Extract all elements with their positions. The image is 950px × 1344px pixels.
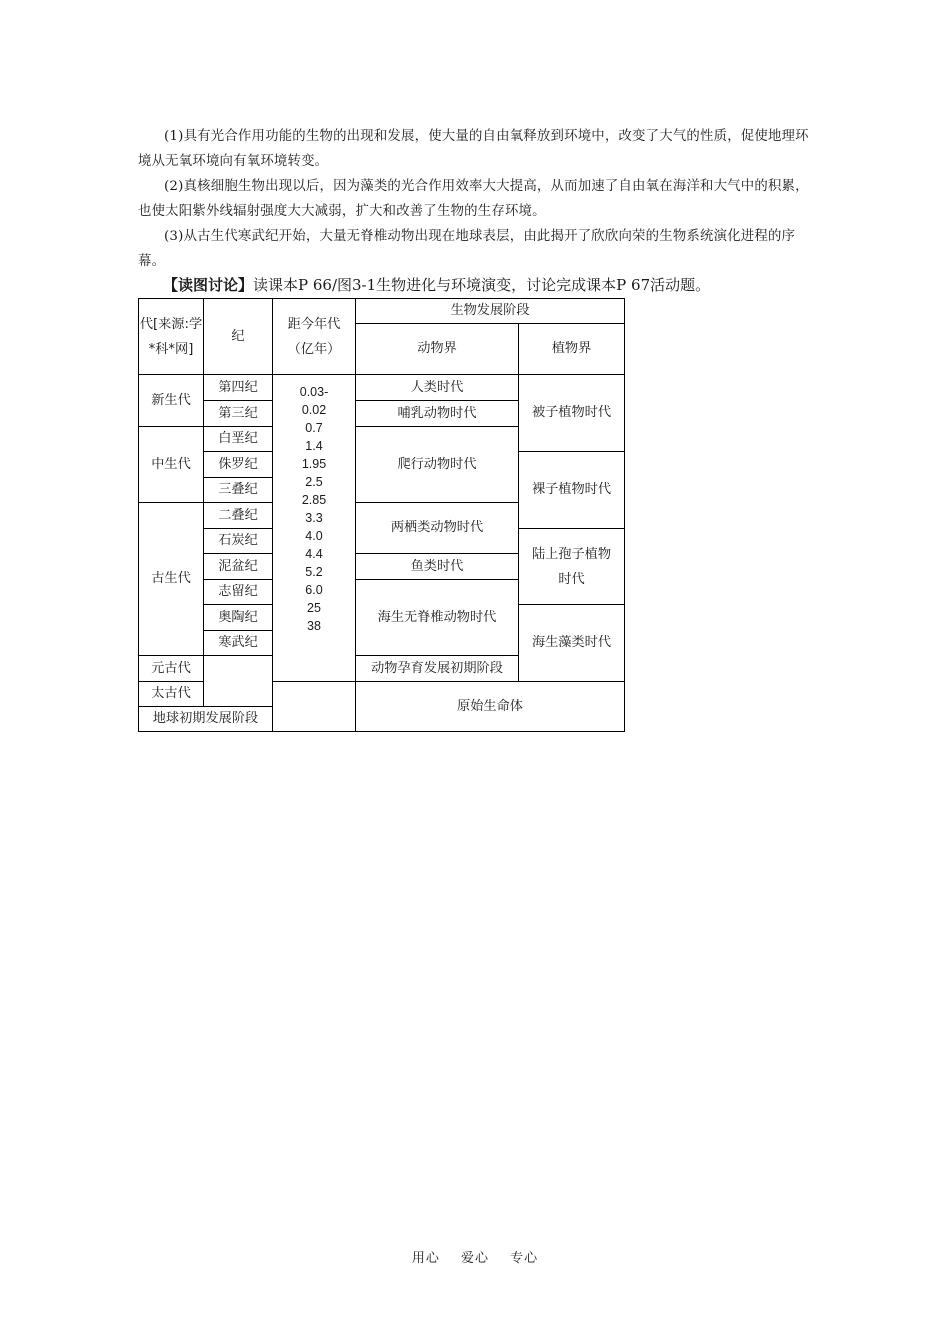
animal-human: 人类时代 (356, 375, 519, 401)
header-plant: 植物界 (519, 324, 625, 375)
period-cell: 三叠纪 (204, 478, 273, 503)
primitive-life: 原始生命体 (356, 682, 625, 732)
era-proterozoic: 元古代 (139, 656, 204, 682)
paragraph-2: (2)真核细胞生物出现以后，因为藻类的光合作用效率大大提高，从而加速了自由氧在海洋和大气中的积累，也使太阳紫外线辐射强度大大减弱，扩大和改善了生物的生存环境。 (138, 179, 809, 219)
period-cell: 石炭纪 (204, 529, 273, 554)
header-animal: 动物界 (356, 324, 519, 375)
period-cell: 泥盆纪 (204, 554, 273, 580)
year-value: 1.4 (305, 439, 323, 453)
animal-mammal: 哺乳动物时代 (356, 401, 519, 427)
year-value: 5.2 (305, 565, 323, 579)
year-value: 6.0 (305, 583, 323, 597)
period-cell: 二叠纪 (204, 503, 273, 529)
period-cell: 寒武纪 (204, 631, 273, 656)
year-value: 25 (307, 601, 321, 615)
empty-years-cell (273, 682, 356, 732)
header-era: 代[来源:学*科*网] (139, 299, 204, 375)
plant-land-spore: 陆上孢子植物时代 (519, 529, 625, 605)
year-value: 2.85 (301, 493, 327, 507)
years-column (273, 375, 356, 682)
period-cell: 奥陶纪 (204, 605, 273, 631)
era-cenozoic: 新生代 (139, 375, 204, 427)
evolution-table (138, 298, 625, 732)
footer-word: 爱心 (460, 1251, 489, 1266)
discussion-heading (163, 274, 710, 296)
year-value: 3.3 (305, 511, 323, 525)
year-value: 0.02 (301, 403, 327, 417)
period-cell: 白垩纪 (204, 427, 273, 452)
header-period: 纪 (204, 299, 273, 375)
header-years: 距今年代（亿年） (273, 299, 356, 375)
paragraph-3: (3)从古生代寒武纪开始，大量无脊椎动物出现在地球表层，由此揭开了欣欣向荣的生物系统演化进程的序幕。 (138, 229, 796, 269)
plant-algae: 海生藻类时代 (519, 605, 625, 682)
era-paleozoic: 古生代 (139, 503, 204, 656)
discussion-tag: 【读图讨论】 (163, 276, 254, 294)
plant-gymnosperm: 裸子植物时代 (519, 452, 625, 529)
year-value: 4.4 (305, 547, 323, 561)
animal-fish: 鱼类时代 (356, 554, 519, 580)
year-value: 0.7 (305, 421, 323, 435)
animal-amphibian: 两栖类动物时代 (356, 503, 519, 554)
period-cell: 志留纪 (204, 580, 273, 605)
year-value: 0.03- (299, 385, 329, 399)
era-early-earth: 地球初期发展阶段 (139, 707, 273, 732)
plant-angiosperm: 被子植物时代 (519, 375, 625, 452)
discussion-text: 读课本P 66/图3-1生物进化与环境演变，讨论完成课本P 67活动题。 (253, 276, 711, 294)
animal-invertebrate: 海生无脊椎动物时代 (356, 580, 519, 656)
footer-word: 专心 (510, 1251, 539, 1266)
animal-reptile: 爬行动物时代 (356, 427, 519, 503)
era-mesozoic: 中生代 (139, 427, 204, 503)
year-value: 2.5 (305, 475, 323, 489)
period-cell: 第三纪 (204, 401, 273, 427)
period-cell: 第四纪 (204, 375, 273, 401)
header-stage: 生物发展阶段 (356, 299, 625, 324)
empty-period-cell (204, 656, 273, 707)
footer-word: 用心 (411, 1251, 440, 1266)
animal-early: 动物孕育发展初期阶段 (356, 656, 519, 682)
period-cell: 侏罗纪 (204, 452, 273, 478)
year-value: 4.0 (305, 529, 323, 543)
era-archean: 太古代 (139, 682, 204, 707)
page-footer (0, 1247, 950, 1266)
paragraph-1: (1)具有光合作用功能的生物的出现和发展，使大量的自由氧释放到环境中，改变了大气的性质，促使地理环境从无氧环境向有氧环境转变。 (138, 129, 809, 169)
year-value: 1.95 (301, 457, 327, 471)
year-value: 38 (307, 619, 321, 633)
